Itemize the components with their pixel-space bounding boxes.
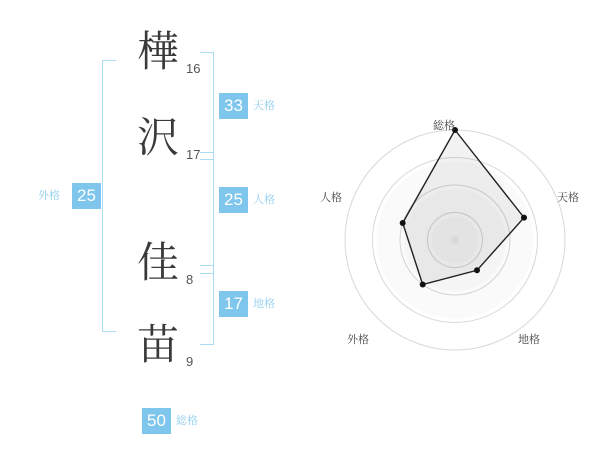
jinkaku-bracket <box>200 152 214 274</box>
stroke-count-1: 16 <box>186 61 201 76</box>
chikaku-bracket <box>200 265 214 345</box>
chikaku-score-label: 地格 <box>253 298 275 310</box>
kanji-char-1: 樺 <box>136 30 179 76</box>
stroke-count-2: 17 <box>186 147 201 162</box>
outer-score-label: 外格 <box>38 190 60 202</box>
radar-axis-label-4: 人格 <box>320 192 342 204</box>
soukaku-score-label: 総格 <box>176 415 198 427</box>
chikaku-score-badge: 17 <box>219 291 248 317</box>
stroke-count-3: 8 <box>186 272 194 287</box>
kanji-char-3: 佳 <box>136 241 179 287</box>
jinkaku-score-label: 人格 <box>253 194 275 206</box>
outer-score-badge: 25 <box>72 183 101 209</box>
tenkaku-bracket <box>200 52 214 160</box>
radar-axis-label-1: 天格 <box>557 192 579 204</box>
soukaku-score-badge: 50 <box>142 408 171 434</box>
radar-chart <box>320 105 590 375</box>
kanji-char-2: 沢 <box>136 116 179 162</box>
radar-axis-label-3: 外格 <box>347 334 369 346</box>
tenkaku-score-badge: 33 <box>219 93 248 119</box>
tenkaku-score-label: 天格 <box>253 100 275 112</box>
jinkaku-score-badge: 25 <box>219 187 248 213</box>
radar-axis-label-0: 総格 <box>433 120 455 132</box>
outer-bracket <box>102 60 116 332</box>
radar-axis-label-2: 地格 <box>518 334 540 346</box>
kanji-char-4: 苗 <box>136 323 179 369</box>
stroke-count-4: 9 <box>186 354 194 369</box>
